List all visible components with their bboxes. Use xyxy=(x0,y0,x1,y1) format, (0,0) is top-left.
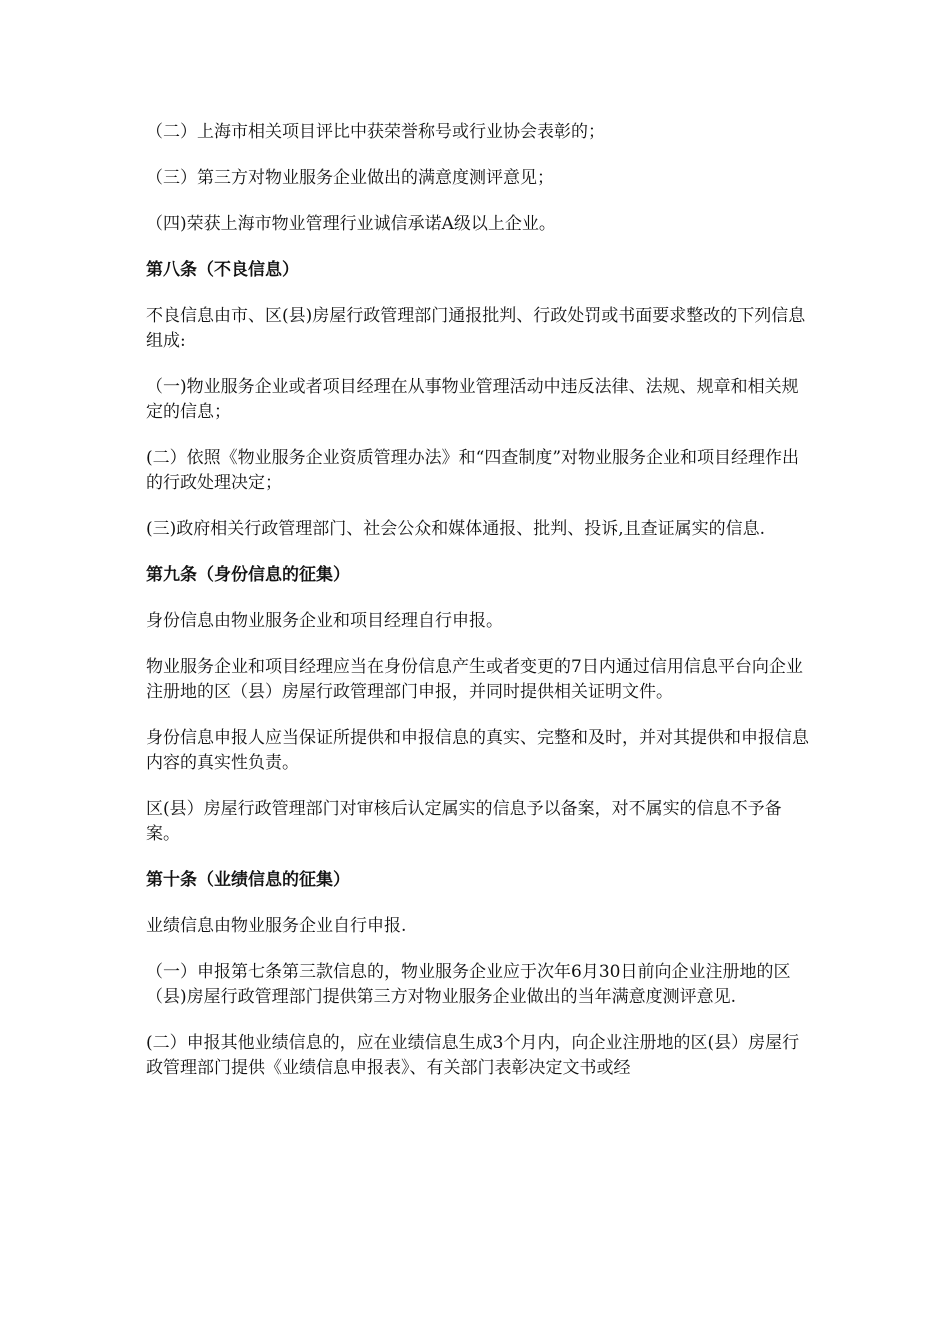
article-8-item-1: （一)物业服务企业或者项目经理在从事物业管理活动中违反法律、法规、规章和相关规定的信息； xyxy=(146,377,799,422)
article-9-para-1: 身份信息由物业服务企业和项目经理自行申报。 xyxy=(146,611,503,631)
article-8-item-3: (三)政府相关行政管理部门、社会公众和媒体通报、批判、投诉,且查证属实的信息. xyxy=(146,519,766,539)
document-body xyxy=(146,120,810,1102)
article-9-para-4: 区(县）房屋行政管理部门对审核后认定属实的信息予以备案，对不属实的信息不予备案。 xyxy=(146,799,782,844)
article-9-para-2: 物业服务企业和项目经理应当在身份信息产生或者变更的7日内通过信用信息平台向企业注册地的区（县）房屋行政管理部门申报，并同时提供相关证明文件。 xyxy=(146,657,803,702)
article-8-heading: 第八条（不良信息） xyxy=(146,260,299,280)
article-8-intro: 不良信息由市、区(县)房屋行政管理部门通报批判、行政处罚或书面要求整改的下列信息组成: xyxy=(146,306,806,351)
article-10-para-1: 业绩信息由物业服务企业自行申报. xyxy=(146,916,407,936)
article-10-item-1: （一）申报第七条第三款信息的，物业服务企业应于次年6月30日前向企业注册地的区（县)房屋行政管理部门提供第三方对物业服务企业做出的当年满意度测评意见. xyxy=(146,962,791,1007)
article-8-item-2: (二）依照《物业服务企业资质管理办法》和“四查制度”对物业服务企业和项目经理作出的行政处理决定； xyxy=(146,448,800,493)
article-10-item-2: (二）申报其他业绩信息的，应在业绩信息生成3个月内，向企业注册地的区(县）房屋行政管理部门提供《业绩信息申报表》、有关部门表彰决定文书或经 xyxy=(146,1033,800,1078)
paragraph-item-4-credit: （四)荣获上海市物业管理行业诚信承诺A级以上企业。 xyxy=(146,214,556,234)
paragraph-item-3-satisfaction: （三）第三方对物业服务企业做出的满意度测评意见； xyxy=(146,168,554,188)
article-9-heading: 第九条（身份信息的征集） xyxy=(146,565,350,585)
paragraph-item-2-honor: （二）上海市相关项目评比中获荣誉称号或行业协会表彰的； xyxy=(146,122,605,142)
article-10-heading: 第十条（业绩信息的征集） xyxy=(146,870,350,890)
article-9-para-3: 身份信息申报人应当保证所提供和申报信息的真实、完整和及时，并对其提供和申报信息内容的真实性负责。 xyxy=(146,728,809,773)
